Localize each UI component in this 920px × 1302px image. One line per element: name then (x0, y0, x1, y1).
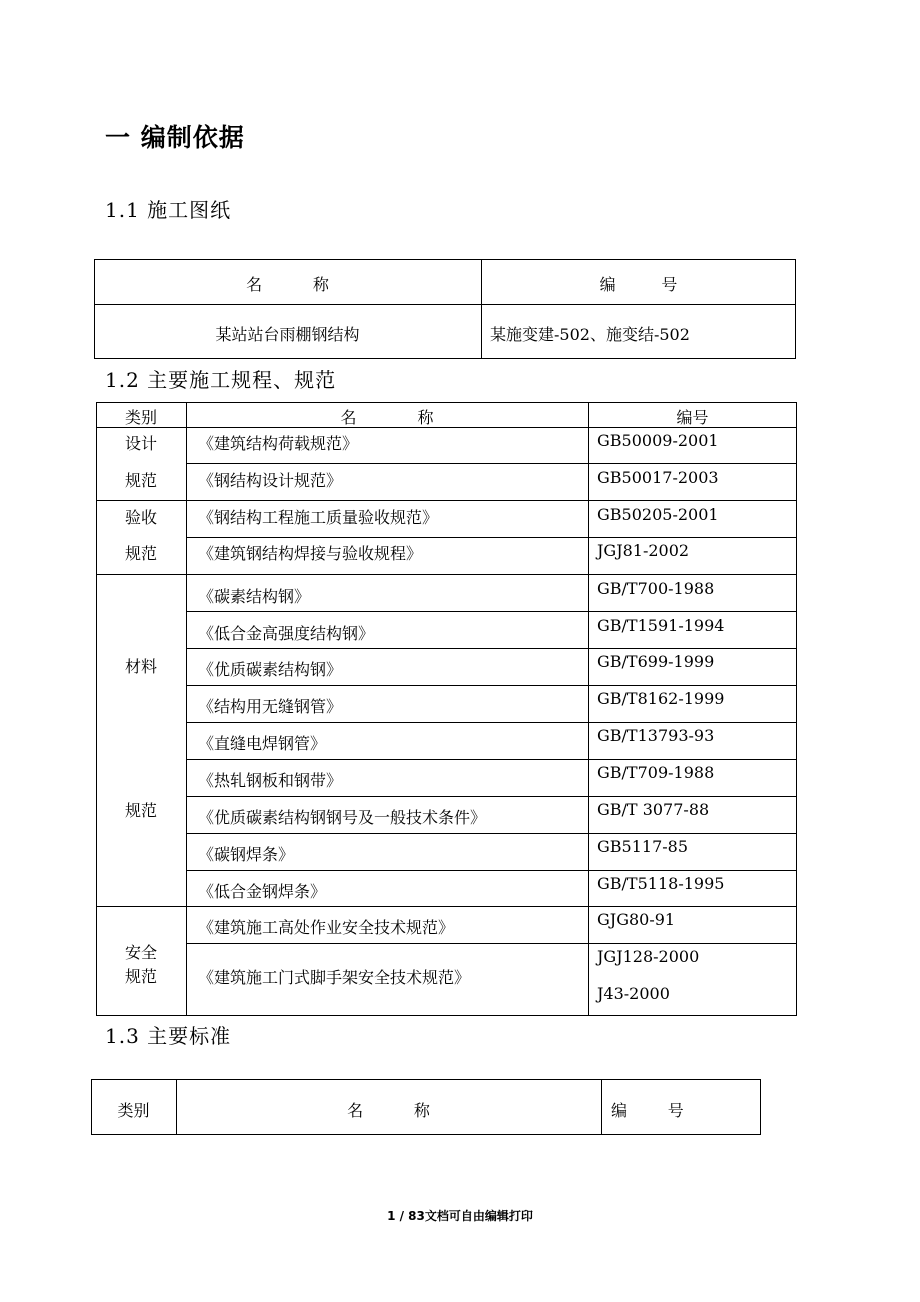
table-cell-code: 某施变建-502、施变结-502 (490, 325, 690, 344)
table-row-code: GJG80-91 (597, 910, 676, 929)
table-header-code: 编 号 (599, 275, 678, 294)
table-row-name: 《低合金钢焊条》 (198, 882, 327, 901)
section-1-2-title: 1.2 主要施工规程、规范 (105, 368, 337, 392)
category-material: 规范 (124, 801, 157, 820)
table-row-name: 《直缝电焊钢管》 (198, 734, 327, 753)
table-row-name: 《优质碳素结构钢钢号及一般技术条件》 (198, 808, 487, 827)
table-row-name: 《建筑钢结构焊接与验收规程》 (198, 544, 423, 563)
section-1-1-title: 1.1 施工图纸 (105, 198, 232, 222)
table-row-name: 《碳素结构钢》 (198, 587, 311, 606)
table-row-name: 《建筑结构荷载规范》 (198, 434, 359, 453)
category-acceptance: 验收 (124, 508, 157, 527)
table-row-name: 《优质碳素结构钢》 (198, 660, 343, 679)
page-heading: 一 编制依据 (105, 123, 245, 152)
table-row-code: GB/T1591-1994 (597, 616, 725, 635)
category-design: 规范 (124, 471, 157, 490)
page-footer: 1 / 83文档可自由编辑打印 (387, 1209, 533, 1223)
category-safety: 规范 (124, 967, 157, 986)
category-safety: 安全 (124, 943, 157, 962)
table-row-name: 《低合金高强度结构钢》 (198, 624, 375, 643)
table-header-code: 编 号 (611, 1101, 684, 1120)
table-row-name: 《钢结构设计规范》 (198, 471, 343, 490)
table-row-name: 《碳钢焊条》 (198, 845, 295, 864)
table-header-name: 名 称 (347, 1101, 430, 1120)
table-row-code: GB/T8162-1999 (597, 689, 725, 708)
section-1-3-title: 1.3 主要标准 (105, 1024, 232, 1048)
table-row-code: GB/T709-1988 (597, 763, 715, 782)
table-cell-name: 某站站台雨棚钢结构 (215, 325, 360, 344)
table-row-code: JGJ128-2000 (597, 947, 700, 966)
table-header-category: 类别 (117, 1101, 150, 1120)
table-row-code: GB/T699-1999 (597, 652, 715, 671)
table-row-name: 《建筑施工高处作业安全技术规范》 (198, 918, 455, 937)
table-row-name: 《热轧钢板和钢带》 (198, 771, 343, 790)
table-header-category: 类别 (124, 408, 157, 427)
table-row-code: GB/T13793-93 (597, 726, 715, 745)
category-design: 设计 (124, 434, 157, 453)
table-row-name: 《钢结构工程施工质量验收规范》 (198, 508, 439, 527)
table-row-code: J43-2000 (597, 984, 670, 1003)
table-header-code: 编号 (676, 408, 709, 427)
table-row-code: GB5117-85 (597, 837, 689, 856)
table-header-name: 名 称 (340, 408, 434, 427)
table-row-code: GB50205-2001 (597, 505, 719, 524)
table-row-name: 《建筑施工门式脚手架安全技术规范》 (198, 968, 471, 987)
table-row-code: JGJ81-2002 (597, 541, 690, 560)
category-acceptance: 规范 (124, 544, 157, 563)
table-header-name: 名 称 (246, 275, 329, 294)
category-material: 材料 (124, 657, 157, 676)
table-row-code: GB50009-2001 (597, 431, 719, 450)
table-row-name: 《结构用无缝钢管》 (198, 697, 343, 716)
table-row-code: GB/T700-1988 (597, 579, 715, 598)
table-row-code: GB/T5118-1995 (597, 874, 725, 893)
table-row-code: GB/T 3077-88 (597, 800, 710, 819)
table-row-code: GB50017-2003 (597, 468, 719, 487)
